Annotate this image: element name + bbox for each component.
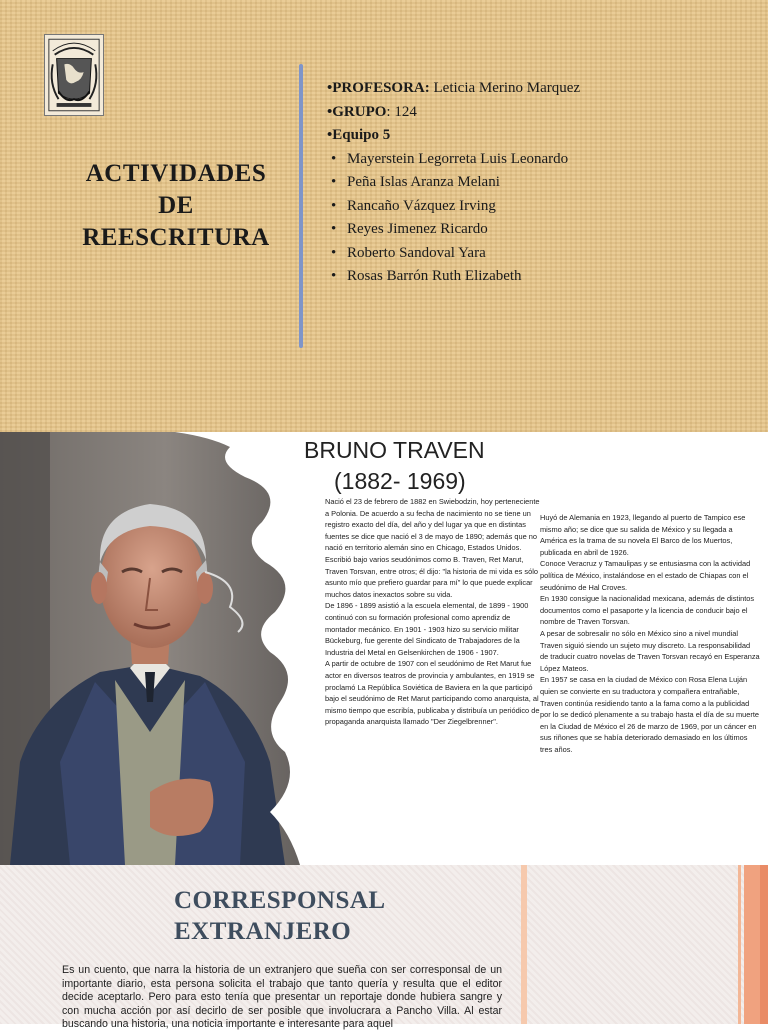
group-label: •GRUPO: [327, 103, 387, 120]
biography-right-column: [540, 512, 760, 755]
biography-slide: [0, 432, 768, 865]
decorative-stripe: [521, 865, 527, 1024]
bio-paragraph: A partir de octubre de 1907 con el seudónimo de Ret Marut fue actor en diversos teatros de provincia y ambulantes, en 1919 se proclamó La República Soviética de Baviera en la que participó bajo el seudónimo de Ret Marut participando como anarquista, al mismo tiempo que escribía, publicaba y distribuía un periódico de propaganda anarquista llamado "Der Ziegelbrenner".: [325, 659, 540, 727]
bio-paragraph: Nació el 23 de febrero de 1882 en Swiebodzin, hoy perteneciente a Polonia. De acuerdo a su fecha de nacimiento no se tiene un registro exacto del día, del año y del lugar ya que en distintas fuentes se dice que nació el 3 de mayo de 1890; además que no nació en territorio alemán sino en Chicago, Estados Unidos. Escribió bajo varios seudónimos como B. Traven, Ret Marut, Traven Torsvan, entre otros; él dijo: "la historia de mi vida es sólo asunto mío que prefiero guardar para mí" lo que puede explicar muchos datos inexactos sobre su vida.: [325, 497, 540, 599]
bio-paragraph: De 1896 - 1899 asistió a la escuela elemental, de 1899 - 1900 continuó con su formación profesional como aprendiz de montador mecánico. En 1901 - 1903 hizo su servicio militar Bückeburg, fue gerente del Sindicato de Trabajadores de la Industria del Metal en Gelsenkirchen de 1906 - 1907.: [325, 601, 529, 657]
group-value: : 124: [386, 103, 417, 120]
bio-paragraph: En 1930 consigue la nacionalidad mexicana, además de distintos documentos como el pasaporte y la licencia de conducir bajo el nombre de Traven Torsvan.: [540, 594, 755, 627]
bio-paragraph: A pesar de sobresalir no sólo en México sino a nivel mundial Traven siguió siendo un sujeto muy discreto. La responsabilidad de traducir cuatro novelas de Traven Torsvan recayó en Esperanza López Mateos.: [540, 628, 760, 673]
member-item: • Roberto Sandoval Yara: [327, 242, 747, 266]
team-label: •Equipo 5: [327, 127, 391, 143]
member-item: • Reyes Jimenez Ricardo: [327, 218, 747, 242]
slide-title: ACTIVIDADES DE REESCRITURA: [82, 160, 270, 251]
decorative-stripe: [760, 865, 768, 1024]
bio-paragraph: Huyó de Alemania en 1923, llegando al puerto de Tampico ese mismo año; se dice que su salida de México y su llegada a América es la trama de su novela El Barco de los Muertos, publicada en abril de 1926.: [540, 513, 746, 557]
group-row: [327, 101, 747, 125]
author-name: BRUNO TRAVEN: [304, 437, 485, 463]
member-item: • Mayerstein Legorreta Luis Leonardo: [327, 148, 747, 172]
team-info: [327, 77, 747, 289]
story-summary: Es un cuento, que narra la historia de un extranjero que sueña con ser corresponsal de un importante diario, esta persona solicita el trabajo que tanto quería y resulta que el editor decide aceptarlo. Pero para esto tenía que presentar un reportaje donde hubiera sangre y con mucha acción por así decirlo de ser posible que involucrara a Pancho Villa. Al estar buscando una historia, una noticia importante e interesante para aquel: [62, 964, 502, 1031]
story-slide: [0, 865, 768, 1031]
story-title: CORRESPONSAL EXTRANJERO: [174, 887, 386, 945]
teacher-name: Leticia Merino Marquez: [429, 80, 581, 96]
teacher-label: •PROFESORA:: [327, 80, 430, 96]
member-item: • Peña Islas Aranza Melani: [327, 171, 747, 195]
member-item: • Rosas Barrón Ruth Elizabeth: [327, 265, 747, 289]
biography-left-column: [325, 496, 540, 728]
bio-paragraph: En 1957 se casa en la ciudad de México con Rosa Elena Luján quien se convierte en su traductora y compañera entrañable, Traven continúa residiendo tanto a la fama como a la publicidad por lo se dedicó plenamente a su trabajo hasta el día de su muerte en la Ciudad de México el 26 de marzo de 1969, por un cáncer en sus riñones que se había deteriorado demasiado en los últimos tres años.: [540, 675, 759, 754]
member-item: • Rancaño Vázquez Irving: [327, 195, 747, 219]
portrait-photo: [0, 432, 330, 865]
bio-paragraph: Conoce Veracruz y Tamaulipas y se entusiasma con la actividad política de México, instalándose en el estado de Chiapas con el seudónimo de Hal Croves.: [540, 559, 751, 592]
vertical-divider: [299, 64, 303, 348]
university-seal-logo: [44, 34, 104, 116]
author-years: (1882- 1969): [334, 468, 466, 494]
member-list: [327, 148, 747, 289]
teacher-row: [327, 77, 747, 101]
decorative-stripe: [738, 865, 741, 1024]
title-slide: [0, 0, 768, 432]
